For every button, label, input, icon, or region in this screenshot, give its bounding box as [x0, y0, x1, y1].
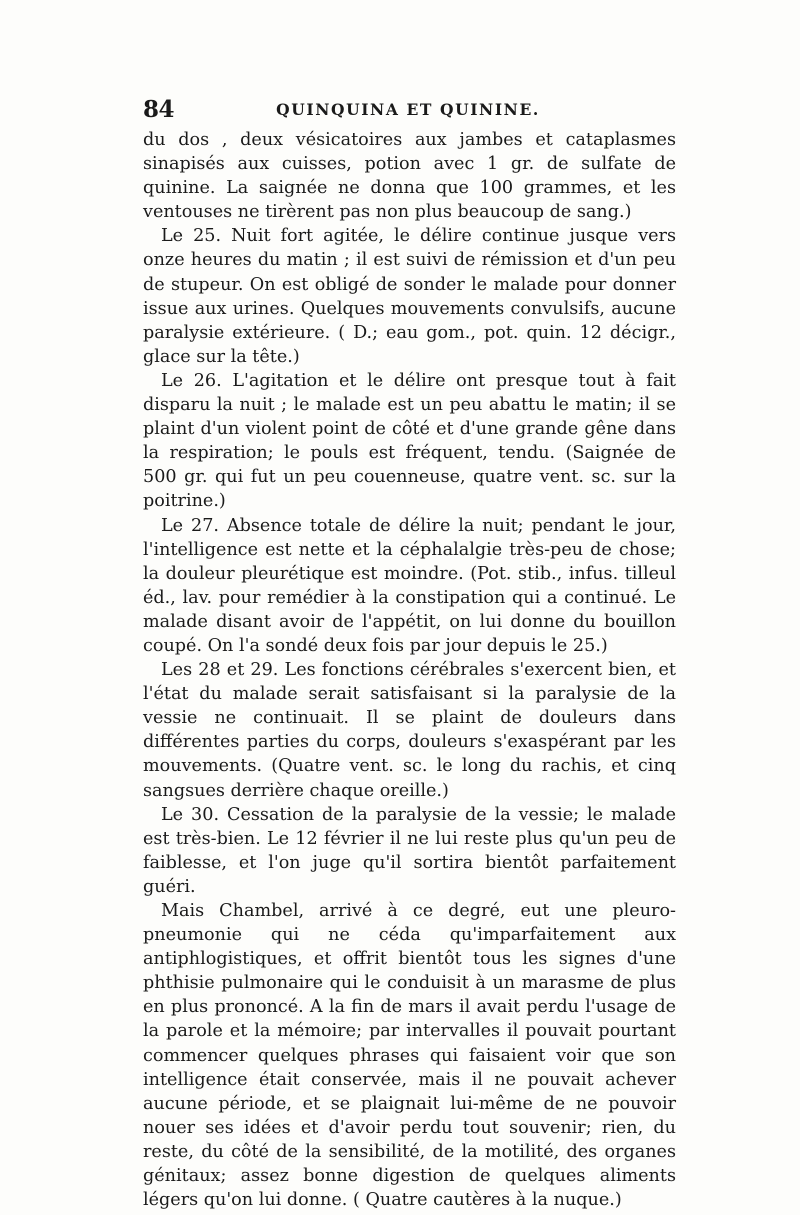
paragraph-le-26: Le 26. L'agitation et le délire ont presque tout à fait disparu la nuit ; le malade est un peu abattu le matin; il se plaint d'un violent point de côté et d'une grande gêne dans la respiration; le pouls est fréquent, tendu. (Saignée de 500 gr. qui fut un peu couenneuse, quatre vent. sc. sur la poitrine.): [143, 370, 676, 512]
paragraph-les-28-et-29: Les 28 et 29. Les fonctions cérébrales s'exercent bien, et l'état du malade serait satisfaisant si la paralysie de la vessie ne continuait. Il se plaint de douleurs dans différentes parties du corps, douleurs s'exaspérant par les mouvements. (Quatre vent. sc. le long du rachis, et cinq sangsues derrière chaque oreille.): [143, 660, 676, 801]
paragraph-le-25: Le 25. Nuit fort agitée, le délire continue jusque vers onze heures du matin ; il est suivi de rémission et d'un peu de stupeur. On est obligé de sonder le malade pour donner issue aux urines. Quelques mouvements convulsifs, aucune paralysie extérieure. ( D.; eau gom., pot. quin. 12 décigr., glace sur la tête.): [143, 226, 676, 367]
paragraph-mais-chambel: Mais Chambel, arrivé à ce degré, eut une pleuro-pneumonie qui ne céda qu'imparfaitement aux antiphlogistiques, et offrit bientôt tous les signes d'une phthisie pulmonaire qui le conduisit à un marasme de plus en plus prononcé. A la fin de mars il avait perdu l'usage de la parole et la mémoire; par intervalles il pouvait pourtant commencer quelques phrases qui faisaient voir que son intelligence était conservée, mais il ne pouvait achever aucune période, et se plaignait lui-même de ne pouvoir nouer ses idées et d'avoir perdu tout souvenir; rien, du reste, du côté de la sensibilité, de la motilité, des organes génitaux; assez bonne digestion de quelques aliments légers qu'on lui donne. ( Quatre cautères à la nuque.): [143, 901, 676, 1211]
paragraph-le-27: Le 27. Absence totale de délire la nuit; pendant le jour, l'intelligence est nette et la céphalalgie très-peu de chose; la douleur pleurétique est moindre. (Pot. stib., infus. tilleul éd., lav. pour remédier à la constipation qui a continué. Le malade disant avoir de l'appétit, on lui donne du bouillon coupé. On l'a sondé deux fois par jour depuis le 25.): [143, 515, 676, 656]
running-title: QUINQUINA ET QUININE.: [276, 100, 540, 119]
paragraph-le-30: Le 30. Cessation de la paralysie de la vessie; le malade est très-bien. Le 12 février il ne lui reste plus qu'un peu de faiblesse, et l'on juge qu'il sortira bientôt parfaitement guéri.: [143, 804, 676, 897]
paragraph-continuation: du dos , deux vésicatoires aux jambes et cataplasmes sinapisés aux cuisses, potion avec 1 gr. de sulfate de quinine. La saignée ne donna que 100 grammes, et les ventouses ne tirèrent pas non plus beaucoup de sang.): [143, 130, 676, 223]
page-header: [143, 96, 673, 126]
page-number: 84: [143, 96, 175, 123]
body-text: [143, 128, 676, 1212]
